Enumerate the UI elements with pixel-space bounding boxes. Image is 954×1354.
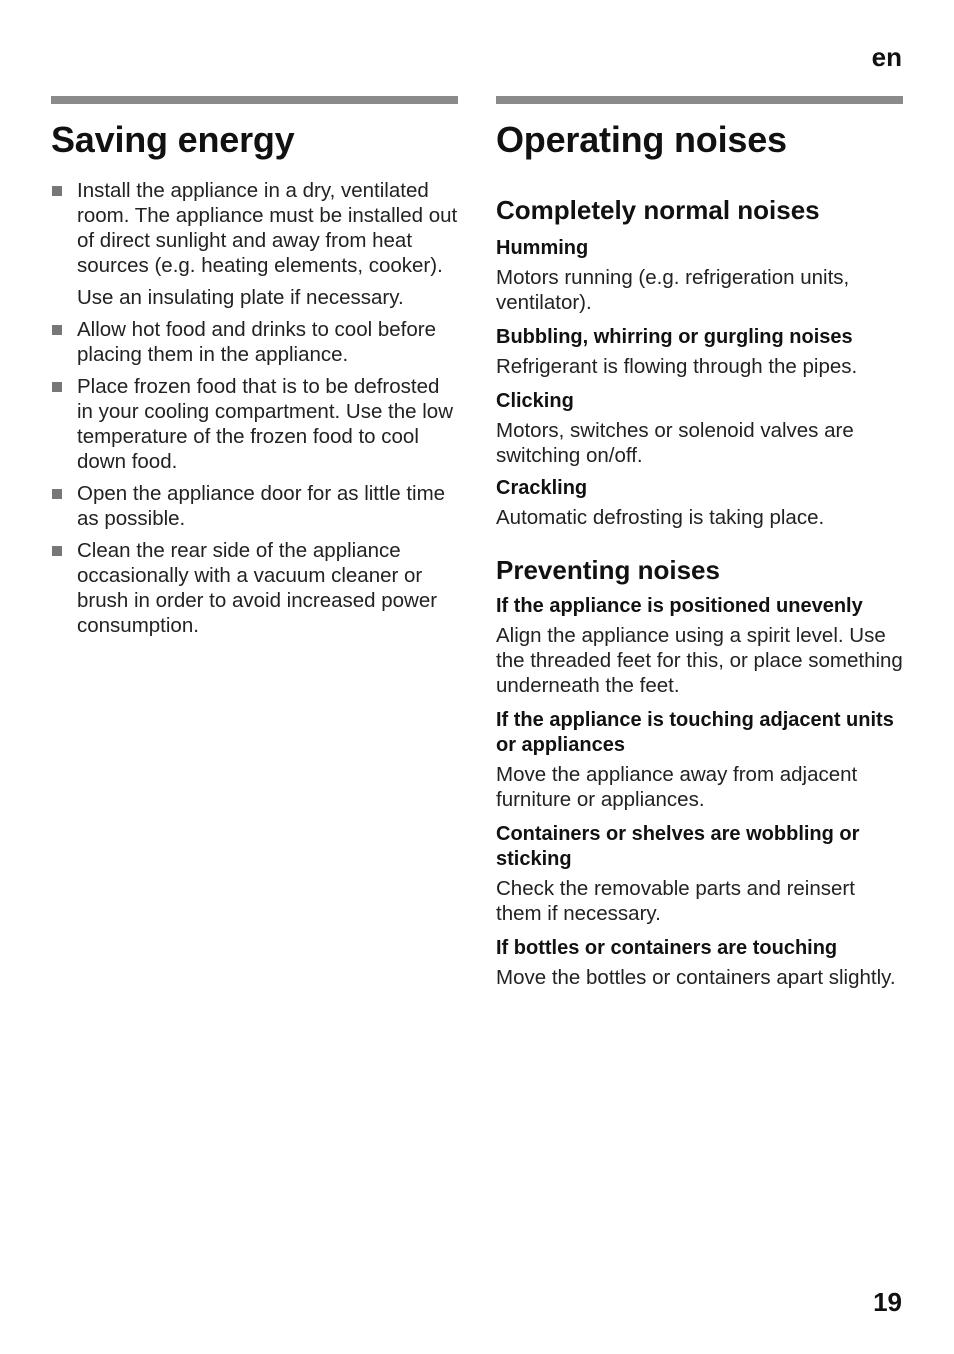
prevent-entry-text: Move the appliance away from adjacent furniture or appliances. bbox=[496, 763, 858, 811]
noise-entry-title: Crackling bbox=[496, 477, 588, 499]
list-item-note: Use an insulating plate if necessary. bbox=[77, 286, 404, 309]
normal-noises-heading: Completely normal noises bbox=[496, 195, 820, 225]
bullet-square-icon bbox=[52, 186, 62, 196]
prevent-entry-text: Check the removable parts and reinsert them if necessary. bbox=[496, 877, 855, 925]
list-item bbox=[51, 317, 458, 367]
operating-noises-title: Operating noises bbox=[496, 119, 787, 160]
noise-entry bbox=[496, 325, 903, 379]
prevent-entry-text: Move the bottles or containers apart slightly. bbox=[496, 966, 896, 989]
prevent-entry bbox=[496, 594, 903, 698]
list-item-text: Allow hot food and drinks to cool before placing them in the appliance. bbox=[77, 318, 436, 366]
noise-entry-text: Automatic defrosting is taking place. bbox=[496, 506, 825, 529]
bullet-square-icon bbox=[52, 546, 62, 556]
saving-energy-section bbox=[51, 96, 458, 645]
prevent-entry bbox=[496, 708, 903, 812]
prevent-entry-text: Align the appliance using a spirit level. Use the threaded feet for this, or place something underneath the feet. bbox=[496, 624, 903, 697]
bullet-square-icon bbox=[52, 382, 62, 392]
noise-entry-title: Bubbling, whirring or gurgling noises bbox=[496, 326, 853, 348]
noise-entry-text: Motors, switches or solenoid valves are switching on/off. bbox=[496, 419, 854, 467]
operating-noises-section bbox=[496, 96, 903, 990]
prevent-entry bbox=[496, 936, 903, 990]
bullet-square-icon bbox=[52, 325, 62, 335]
prevent-entry-title: If bottles or containers are touching bbox=[496, 937, 838, 959]
prevent-entry-title: If the appliance is positioned unevenly bbox=[496, 595, 863, 617]
saving-energy-title: Saving energy bbox=[51, 119, 295, 160]
list-item-text: Install the appliance in a dry, ventilated room. The appliance must be installed out of direct sunlight and away from heat sources (e.g. heating elements, cooker). bbox=[77, 179, 458, 277]
noise-entry-title: Humming bbox=[496, 237, 589, 259]
bullet-square-icon bbox=[52, 489, 62, 499]
saving-energy-list bbox=[51, 178, 458, 638]
noise-entry-text: Motors running (e.g. refrigeration units, ventilator). bbox=[496, 266, 850, 314]
section-rule bbox=[51, 96, 458, 104]
preventing-noises-heading: Preventing noises bbox=[496, 555, 720, 585]
noise-entry-text: Refrigerant is flowing through the pipes. bbox=[496, 355, 858, 378]
noise-entry bbox=[496, 389, 903, 468]
prevent-entry-title: Containers or shelves are wobbling or sticking bbox=[496, 823, 860, 870]
prevent-entry-title: If the appliance is touching adjacent units or appliances bbox=[496, 709, 894, 756]
list-item-text: Clean the rear side of the appliance occasionally with a vacuum cleaner or brush in order to avoid increased power consumption. bbox=[77, 539, 438, 637]
language-label: en bbox=[871, 42, 902, 72]
list-item bbox=[51, 481, 458, 531]
list-item bbox=[51, 178, 458, 310]
list-item bbox=[51, 538, 458, 638]
list-item-text: Place frozen food that is to be defrosted in your cooling compartment. Use the low temperature of the frozen food to cool down food. bbox=[77, 375, 454, 473]
noise-entry bbox=[496, 236, 903, 315]
page-number: 19 bbox=[873, 1287, 902, 1317]
prevent-entry bbox=[496, 822, 903, 926]
list-item-text: Open the appliance door for as little time as possible. bbox=[77, 482, 446, 530]
noise-entry-title: Clicking bbox=[496, 390, 574, 412]
noise-entry bbox=[496, 476, 903, 530]
section-rule bbox=[496, 96, 903, 104]
list-item bbox=[51, 374, 458, 474]
